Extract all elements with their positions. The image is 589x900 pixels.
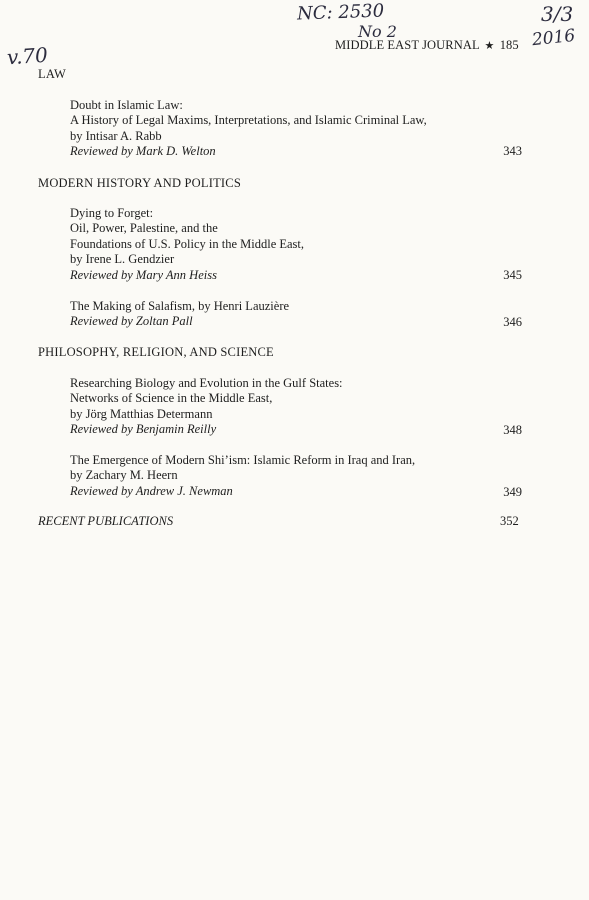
entry-author-line: by Irene L. Gendzier [70,252,175,267]
handwritten-date-year: 2016 [531,25,577,51]
entry-title-line: Foundations of U.S. Policy in the Middle East, [70,236,305,251]
review-entry [70,376,522,438]
review-entry [70,206,522,283]
entry-reviewer: Reviewed by Benjamin Reilly [70,422,217,437]
handwritten-issue-number: No 2 [358,22,397,41]
entry-page-number: 343 [503,144,522,158]
entry-title-line: The Emergence of Modern Shi’ism: Islamic Reform in Iraq and Iran, [70,453,416,467]
entry-page-number: 349 [503,485,522,499]
entry-author-line: by Zachary M. Heern [70,468,178,483]
journal-name: MIDDLE EAST JOURNAL [335,38,480,52]
review-entry [70,299,522,330]
entry-title-line: Networks of Science in the Middle East, [70,391,273,406]
entry-reviewer: Reviewed by Zoltan Pall [70,314,193,329]
entry-author-line: by Intisar A. Rabb [70,128,162,143]
entry-title-line: Dying to Forget: [70,206,154,220]
entry-title-line: Researching Biology and Evolution in the Gulf States: [70,376,343,390]
entry-reviewer: Reviewed by Andrew J. Newman [70,483,233,498]
handwritten-date-day: 3/3 [541,2,574,26]
entry-reviewer: Reviewed by Mary Ann Heiss [70,267,217,282]
entry-title-line: Oil, Power, Palestine, and the [70,221,218,236]
entry-reviewer: Reviewed by Mark D. Welton [70,144,216,159]
entry-page-number: 348 [503,423,522,437]
section-heading-law: LAW [38,67,67,81]
star-icon: ★ [484,40,495,52]
page-number: 185 [499,38,519,52]
entry-title-line: Doubt in Islamic Law: [70,98,183,112]
section-heading-philosophy: PHILOSOPHY, RELIGION, AND SCIENCE [38,345,274,359]
handwritten-call-number: NC: 2530 [296,0,385,25]
section-heading-modern-history: MODERN HISTORY AND POLITICS [38,176,241,190]
recent-publications-heading: RECENT PUBLICATIONS [38,514,174,528]
entry-title-line: The Making of Salafism, by Henri Lauzière [70,299,290,313]
review-entry [70,98,522,160]
review-entry [70,453,522,499]
entry-page-number: 345 [503,268,522,282]
entry-title-line: A History of Legal Maxims, Interpretations, and Islamic Criminal Law, [70,113,427,128]
handwritten-volume: v.70 [6,42,49,70]
entry-author-line: by Jörg Matthias Determann [70,406,213,421]
entry-page-number: 346 [503,315,522,329]
recent-publications-page-number: 352 [500,514,519,528]
running-head [335,38,519,53]
